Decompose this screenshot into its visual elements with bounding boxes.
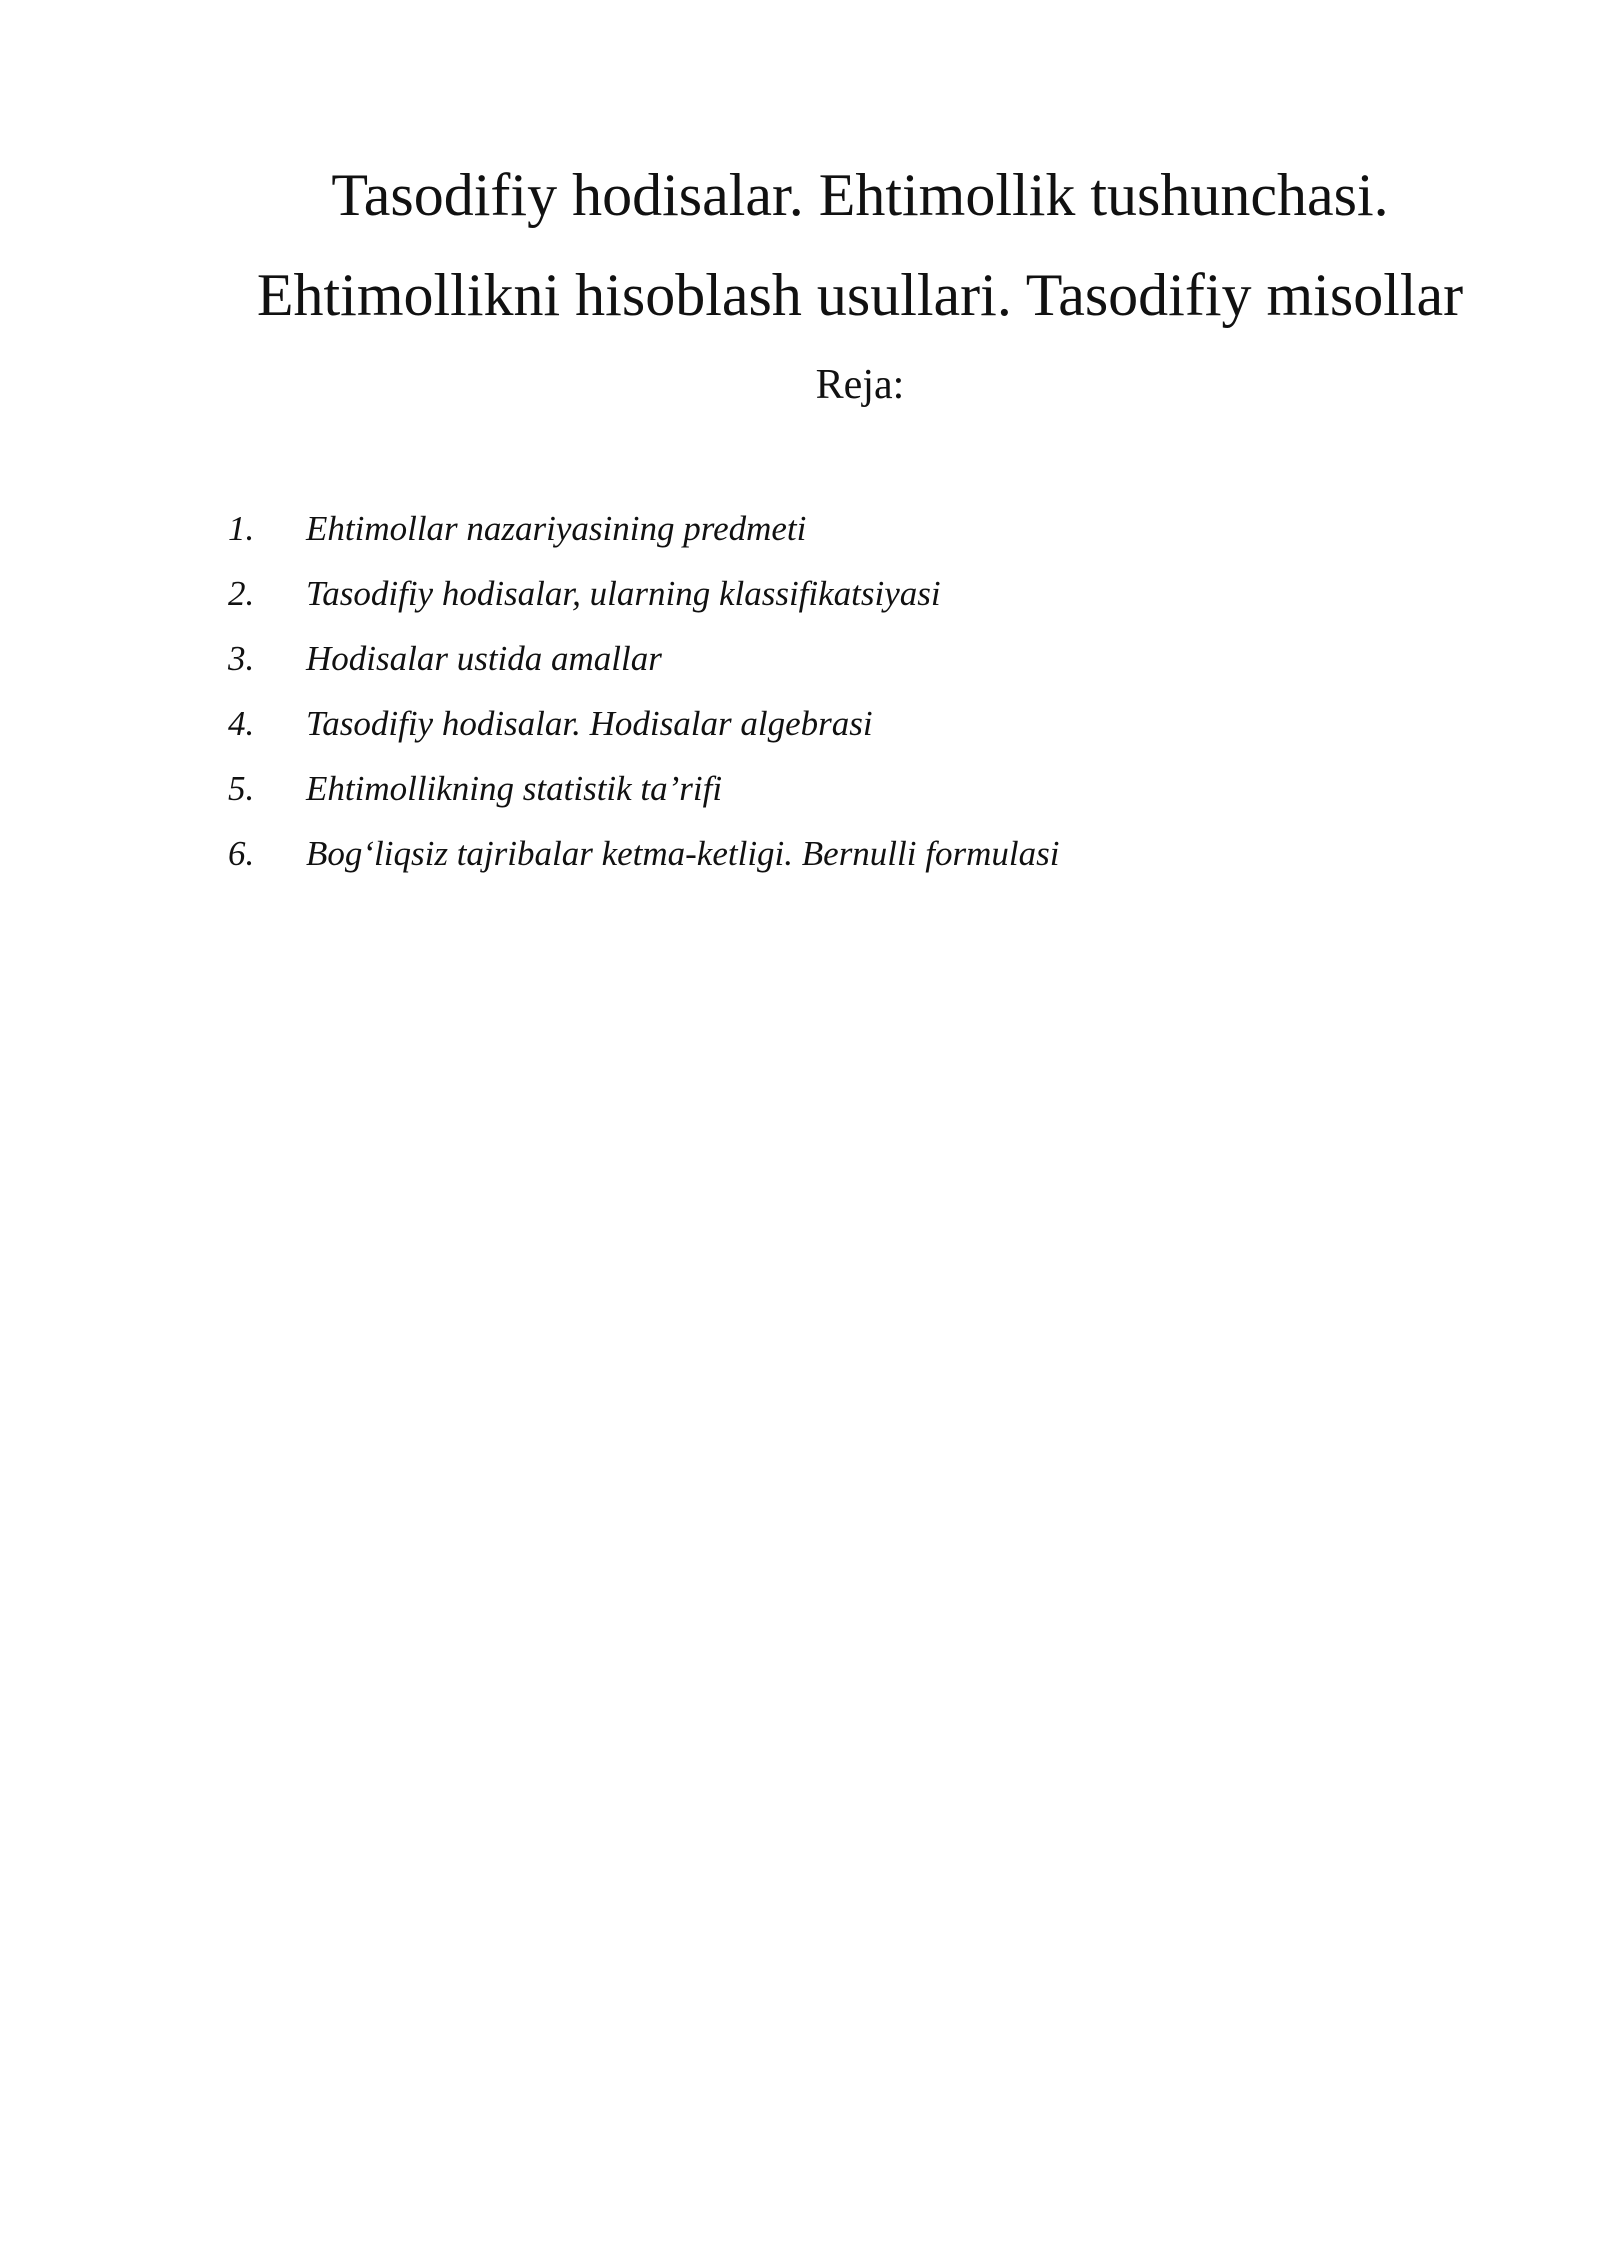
plan-heading: Reja: bbox=[815, 362, 905, 408]
plan-item-text: Bog‘liqsiz tajribalar ketma-ketligi. Bernulli formulasi bbox=[306, 834, 1060, 873]
plan-item-number: 6. bbox=[228, 834, 255, 873]
plan-item bbox=[228, 756, 1059, 821]
plan-item bbox=[228, 561, 1059, 626]
title-block bbox=[230, 145, 1490, 415]
plan-item bbox=[228, 821, 1059, 886]
page-title-line-1: Tasodifiy hodisalar. Ehtimollik tushunchasi. bbox=[331, 162, 1389, 228]
plan-item-text: Tasodifiy hodisalar. Hodisalar algebrasi bbox=[306, 704, 873, 743]
plan-item-number: 1. bbox=[228, 509, 255, 548]
plan-item bbox=[228, 626, 1059, 691]
plan-item-number: 2. bbox=[228, 574, 255, 613]
plan-item-number: 3. bbox=[228, 639, 255, 678]
plan-item-number: 5. bbox=[228, 769, 255, 808]
plan-item-text: Hodisalar ustida amallar bbox=[306, 639, 662, 678]
plan-item bbox=[228, 691, 1059, 756]
plan-list bbox=[228, 496, 1059, 886]
plan-item bbox=[228, 496, 1059, 561]
page-title-line-2: Ehtimollikni hisoblash usullari. Tasodifiy misollar bbox=[256, 262, 1464, 328]
plan-item-number: 4. bbox=[228, 704, 255, 743]
plan-item-text: Ehtimollikning statistik ta’rifi bbox=[306, 769, 723, 808]
plan-item-text: Tasodifiy hodisalar, ularning klassifikatsiyasi bbox=[306, 574, 941, 613]
plan-item-text: Ehtimollar nazariyasining predmeti bbox=[306, 509, 807, 548]
